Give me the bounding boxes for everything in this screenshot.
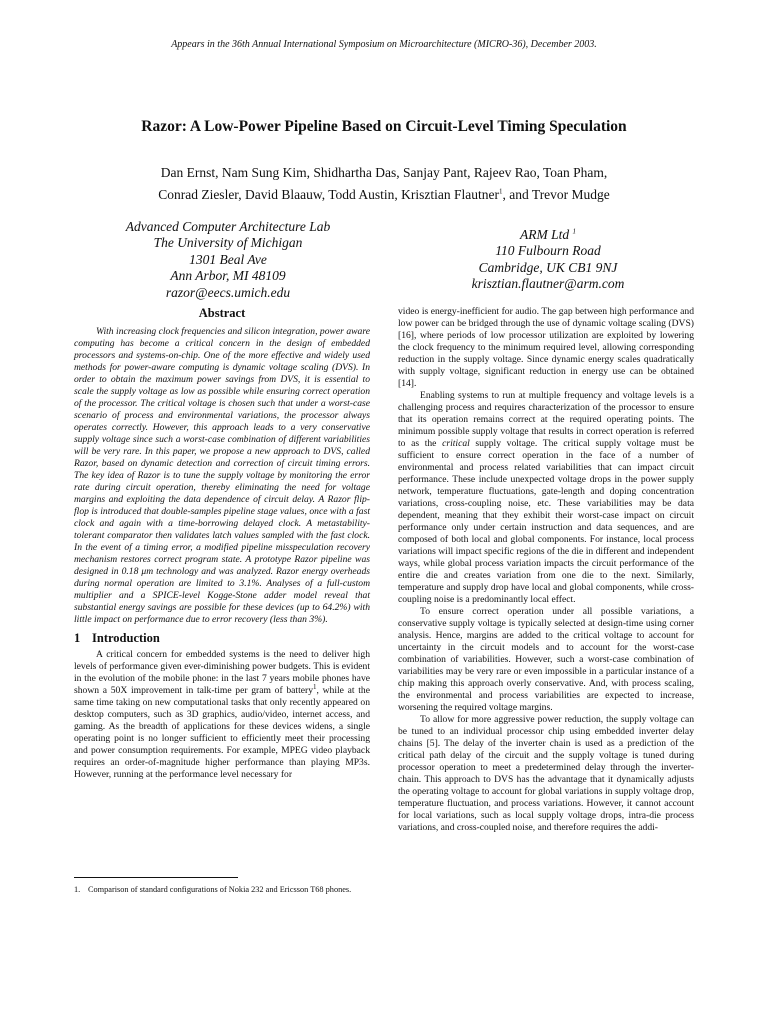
abstract-text: With increasing clock frequencies and silicon integration, power aware computing has become a critical concern in the design of embedded processors and systems-on-chip. One of the more effective and widely used methods for power-aware computing is dynamic voltage scaling (DVS). In order to obtain the maximum power savings from DVS, it is essential to scale the supply voltage as low as possible while ensuring correct operation of the processor. The critical voltage is chosen such that under a worst-case scenario of process and environmental variations, the processor always operates correctly. However, this approach leads to a very conservative supply voltage since such a worst-case combination of different variabilities will be very rare. In this paper, we propose a new approach to DVS, called Razor, based on dynamic detection and correction of circuit timing errors. The key idea of Razor is to tune the supply voltage by monitoring the error rate during circuit operation, thereby eliminating the need for voltage margins and exploiting the data dependence of circuit delay. A Razor flip-flop is introduced that double-samples pipeline stage values, once with a fast clock and again with a time-borrowing delayed clock. A metastability-tolerant comparator then validates latch values sampled with the fast clock. In the event of a timing error, a modified pipeline misspeculation recovery mechanism restores correct program state. A prototype Razor pipeline was designed in 0.18	[74, 326, 370, 577]
author-line-2	[40, 184, 728, 206]
affiliation-arm	[400, 227, 696, 293]
author-line-1: Dan Ernst, Nam Sung Kim, Shidhartha Das, Sanjay Pant, Rajeev Rao, Toan Pham,	[160, 165, 608, 180]
affiliation-line	[400, 227, 696, 243]
body-paragraph: To ensure correct operation under all possible variations, a conservative supply voltage is typically selected at design-time using corner analysis. Hence, margins are added to the critical voltage to account for uncertainty in the circuit models and to account for the worst-case combination of variabilities. However, such a worst-case combination of variabilities may be very rare or even impossible in a particular instance of a chip making this approach overly conservative. And, with process scaling, the environmental and process variabilities are expected to increase, worsening the required voltage margins.	[398, 606, 694, 713]
paper-title: Razor: A Low-Power Pipeline Based on Circuit-Level Timing Speculation	[141, 118, 627, 135]
affiliation-email: razor@eecs.umich.edu	[165, 284, 291, 300]
affiliation-line: 1301 Beal Ave	[189, 251, 267, 267]
author-line-2-end: , and Trevor Mudge	[502, 187, 610, 202]
footnote-number: 1.	[74, 885, 81, 894]
body-paragraph	[398, 390, 694, 606]
paragraph-text: Enabling systems to run at multiple frequency and voltage levels is a challenging process and requires characterization of the processor to ensure that its operation remains correct at the required operating points. The minimum possible supply voltage that results in correct operation is referred to as the	[398, 390, 694, 449]
section-number: 1	[74, 631, 81, 645]
emphasis-critical: critical	[442, 438, 470, 449]
abstract-unit: μm	[141, 566, 154, 577]
body-paragraph: To allow for more aggressive power reduction, the supply voltage can be tuned to an individual processor chip using embedded inverter delay chains [5]. The delay of the inverter chain is used as a prediction of the critical path delay of the circuit and the supply voltage is tuned during processor operation to meet a predetermined delay through the inverter-chain. This approach to DVS has the advantage that it dynamically adjusts the operating voltage to account for global variations in supply voltage drop, temperature fluctuation, and process variations. However, it cannot account for local variations, such as local supply voltage drops, intra-die process variations, and cross-coupled noise, and therefore requires the addi-	[398, 714, 694, 833]
left-column	[74, 306, 370, 781]
affiliation-org: ARM Ltd	[520, 227, 570, 242]
affiliation-line: Advanced Computer Architecture Lab	[125, 219, 331, 234]
abstract-heading: Abstract	[198, 306, 246, 320]
abstract-text-end: technology and was analyzed. Razor energy overheads during normal operation are limited to 3.1%. Analyses of a full-custom multiplier and a SPICE-level Kogge-Stone adder model reveal that substantial energy savings are possible for these devices (up to 64.2%) with little impact on performance due to error recovery (less than 3%).	[74, 566, 370, 625]
footnote-mark: 1	[313, 682, 317, 691]
author-footnote-mark: 1	[499, 187, 503, 196]
affiliation-umich	[80, 219, 376, 301]
paragraph-text-end: , while at the same time taking on new computational tasks that only recently appeared on desktop computers, such as 3D graphics, audio/video, internet access, and gaming. As the breadth of applications for these devices widens, a single operating point is no longer sufficient to efficiently meet their processing and power consumption requirements. For example, MPEG video playback requires an order-of-magnitude higher performance than playing MP3s. However, running at the performance level necessary for	[74, 685, 370, 780]
affiliation-line: The University of Michigan	[153, 235, 303, 251]
body-paragraph: video is energy-inefficient for audio. The gap between high performance and low power can be bridged through the use of dynamic voltage scaling (DVS) [16], where periods of low processor utilization are exploited by lowering the clock frequency to the minimum required level, allowing corresponding reduction in the supply voltage. Since dynamic energy scales quadratically with supply voltage, significant reduction in energy use can be obtained [14].	[398, 306, 694, 389]
affiliation-line: Ann Arbor, MI 48109	[170, 268, 286, 284]
paragraph-text: A critical concern for embedded systems is the need to deliver high levels of performance given ever-diminishing power budgets. This is evident in the evolution of the mobile phone: in the last 7 years mobile phones have shown a 50X improvement in talk-time per gram of battery	[74, 649, 370, 696]
affiliation-email: krisztian.flautner@arm.com	[471, 276, 625, 292]
abstract	[74, 306, 370, 626]
abstract-paragraph	[74, 326, 370, 626]
author-list	[40, 162, 728, 206]
affiliation-line: 110 Fulbourn Road	[495, 243, 601, 259]
footnote-text: Comparison of standard configurations of Nokia 232 and Ericsson T68 phones.	[88, 885, 352, 894]
right-column	[398, 306, 694, 834]
footnote	[74, 884, 370, 895]
publication-note: Appears in the 36th Annual International Symposium on Microarchitecture (MICRO-36), December 2003.	[171, 39, 597, 50]
section-title: Introduction	[92, 631, 160, 645]
author-line-2-text: Conrad Ziesler, David Blaauw, Todd Austin, Krisztian Flautner	[158, 187, 500, 202]
section-heading	[74, 631, 370, 645]
body-paragraph	[74, 649, 370, 781]
footnote-divider	[74, 877, 238, 878]
paragraph-text-end: supply voltage. The critical supply voltage must be sufficient to ensure correct operation in the face of a number of environmental and process related variabilities that can impact circuit performance. These include unexpected voltage drops in the power supply network, temperature fluctuations, gate-length and doping concentration variations, cross-coupling noise, etc. These variabilities may be data dependent, meaning that they exhibit their worst-case impact on circuit performance only under certain instruction and data sequences, and are composed of both local and global components. For instance, local process variations will impact specific regions of the die in different and independent ways, while global process variation impacts the circuit performance of the entire die and creates variation from one die to the next. Similarly, temperature and supply drop have local and global components, while cross-coupling noise is a predominantly local effect.	[398, 438, 694, 605]
affiliation-line: Cambridge, UK CB1 9NJ	[478, 259, 618, 275]
affiliation-footnote-mark: 1	[572, 227, 576, 236]
